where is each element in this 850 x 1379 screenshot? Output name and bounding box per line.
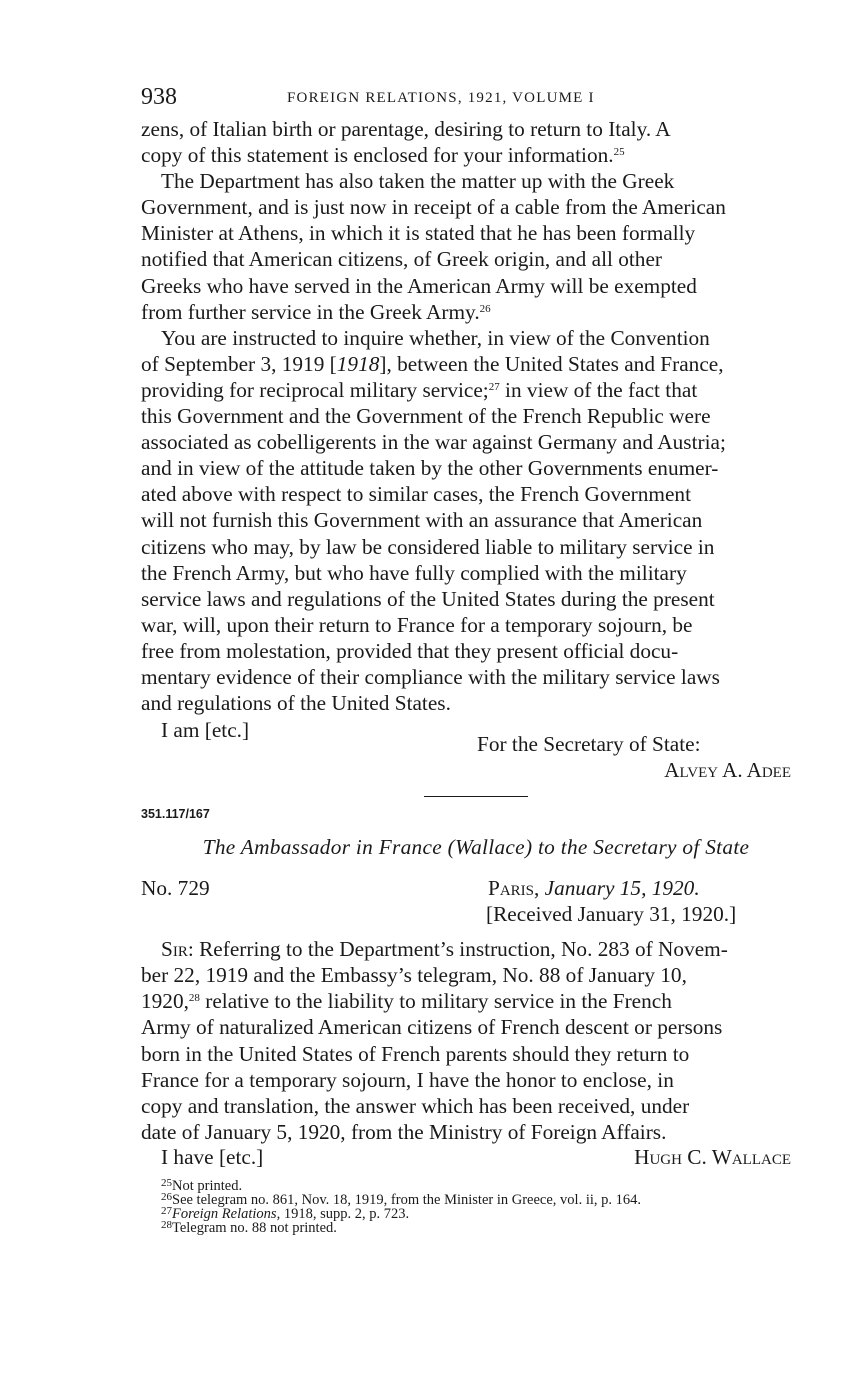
letter-body xyxy=(141,116,811,716)
footnote-ref-25: 25 xyxy=(613,146,625,159)
paragraph-line: notified that American citizens, of Greek origin, and all other xyxy=(141,247,663,272)
paragraph-line: citizens who may, by law be considered liable to military service in xyxy=(141,534,715,559)
paragraph-line: ated above with respect to similar cases, the French Government xyxy=(141,482,691,507)
page-header xyxy=(141,84,811,114)
paragraph-line: Army of naturalized American citizens of French descent or persons xyxy=(141,1015,723,1040)
paragraph-line: the French Army, but who have fully complied with the military xyxy=(141,560,687,585)
closing-phrase: I am [etc.] xyxy=(161,718,250,743)
footnote-25: $^{25}$Not printed. xyxy=(161,1176,243,1194)
paragraph-3 xyxy=(141,325,811,716)
closing-1 xyxy=(141,718,811,788)
paragraph-line: mentary evidence of their compliance with the military service laws xyxy=(141,664,720,689)
letter-body-2 xyxy=(141,936,811,1145)
paragraph-line: France for a temporary sojourn, I have the honor to enclose, in xyxy=(141,1067,674,1092)
footnote-27: $^{27}$Foreign Relations, 1918, supp. 2, p. 723. xyxy=(161,1204,410,1222)
paragraph-line: from further service in the Greek Army.$^{26}$ xyxy=(141,299,491,324)
document-title: The Ambassador in France (Wallace) to the Secretary of State xyxy=(202,835,750,860)
paragraph-line: Minister at Athens, in which it is stated that he has been formally xyxy=(141,221,696,246)
for-secretary-line: For the Secretary of State: xyxy=(477,732,701,757)
paragraph-line: associated as cobelligerents in the war against Germany and Austria; xyxy=(141,430,726,455)
footnote-ref-26: 26 xyxy=(479,302,491,315)
footnote-26: $^{26}$See telegram no. 861, Nov. 18, 1919, from the Minister in Greece, vol. ii, p. 164. xyxy=(161,1190,642,1208)
paragraph-line: date of January 5, 1920, from the Ministry of Foreign Affairs. xyxy=(141,1119,667,1144)
paragraph-line: The Department has also taken the matter up with the Greek xyxy=(161,169,675,194)
paragraph-2 xyxy=(141,168,811,325)
footnote-28: $^{28}$Telegram no. 88 not printed. xyxy=(161,1218,337,1236)
paragraph-line: free from molestation, provided that they present official docu- xyxy=(141,638,679,663)
paragraph-line: service laws and regulations of the United States during the present xyxy=(141,586,715,611)
footnote-ref-28: 28 xyxy=(188,992,200,1005)
place-date: Paris, January 15, 1920. xyxy=(488,876,700,901)
document-page xyxy=(141,84,811,1235)
section-divider xyxy=(424,796,528,797)
paragraph-line: Sir: Referring to the Department’s instruction, No. 283 of Novem- xyxy=(161,937,728,962)
footnotes xyxy=(141,1176,811,1236)
paragraph-1-line-1: zens, of Italian birth or parentage, desiring to return to Italy. A xyxy=(141,117,671,141)
received-date: [Received January 31, 1920.] xyxy=(486,902,737,927)
paragraph-line: Government, and is just now in receipt of a cable from the American xyxy=(141,195,726,220)
paragraph-line: copy and translation, the answer which has been received, under xyxy=(141,1093,690,1118)
paragraph-line: Greeks who have served in the American Army will be exempted xyxy=(141,273,697,298)
dateline xyxy=(141,876,811,930)
paragraph-line: You are instructed to inquire whether, in view of the Convention xyxy=(161,325,710,350)
paragraph-1-line-2: copy of this statement is enclosed for your information.$^{25}$ xyxy=(141,143,625,168)
page-number: 938 xyxy=(141,84,177,110)
signature: Alvey A. Adee xyxy=(664,758,791,783)
paragraph-line: war, will, upon their return to France for a temporary sojourn, be xyxy=(141,612,693,637)
paragraph-line: and regulations of the United States. xyxy=(141,691,451,716)
paragraph-line: providing for reciprocal military service;$^{27}$ in view of the fact that xyxy=(141,377,698,402)
closing-phrase: I have [etc.] xyxy=(161,1144,264,1169)
document-number: No. 729 xyxy=(141,876,210,901)
running-head: FOREIGN RELATIONS, 1921, VOLUME I xyxy=(287,90,595,106)
paragraph-line: and in view of the attitude taken by the other Governments enumer- xyxy=(141,456,719,481)
paragraph-line: born in the United States of French parents should they return to xyxy=(141,1041,690,1066)
paragraph-line: 1920,28 relative to the liability to military service in the French xyxy=(141,989,672,1014)
file-number: 351.117/167 xyxy=(141,807,210,822)
paragraph-line: of September 3, 1919 [1918], between the United States and France, xyxy=(141,351,724,376)
footnote-ref-27: 27 xyxy=(488,380,500,393)
paragraph-line: this Government and the Government of the French Republic were xyxy=(141,404,711,429)
paragraph-line: ber 22, 1919 and the Embassy’s telegram, No. 88 of January 10, xyxy=(141,963,687,988)
signature: Hugh C. Wallace xyxy=(634,1144,791,1169)
paragraph-line: will not furnish this Government with an assurance that American xyxy=(141,508,703,533)
closing-2 xyxy=(141,1145,811,1175)
